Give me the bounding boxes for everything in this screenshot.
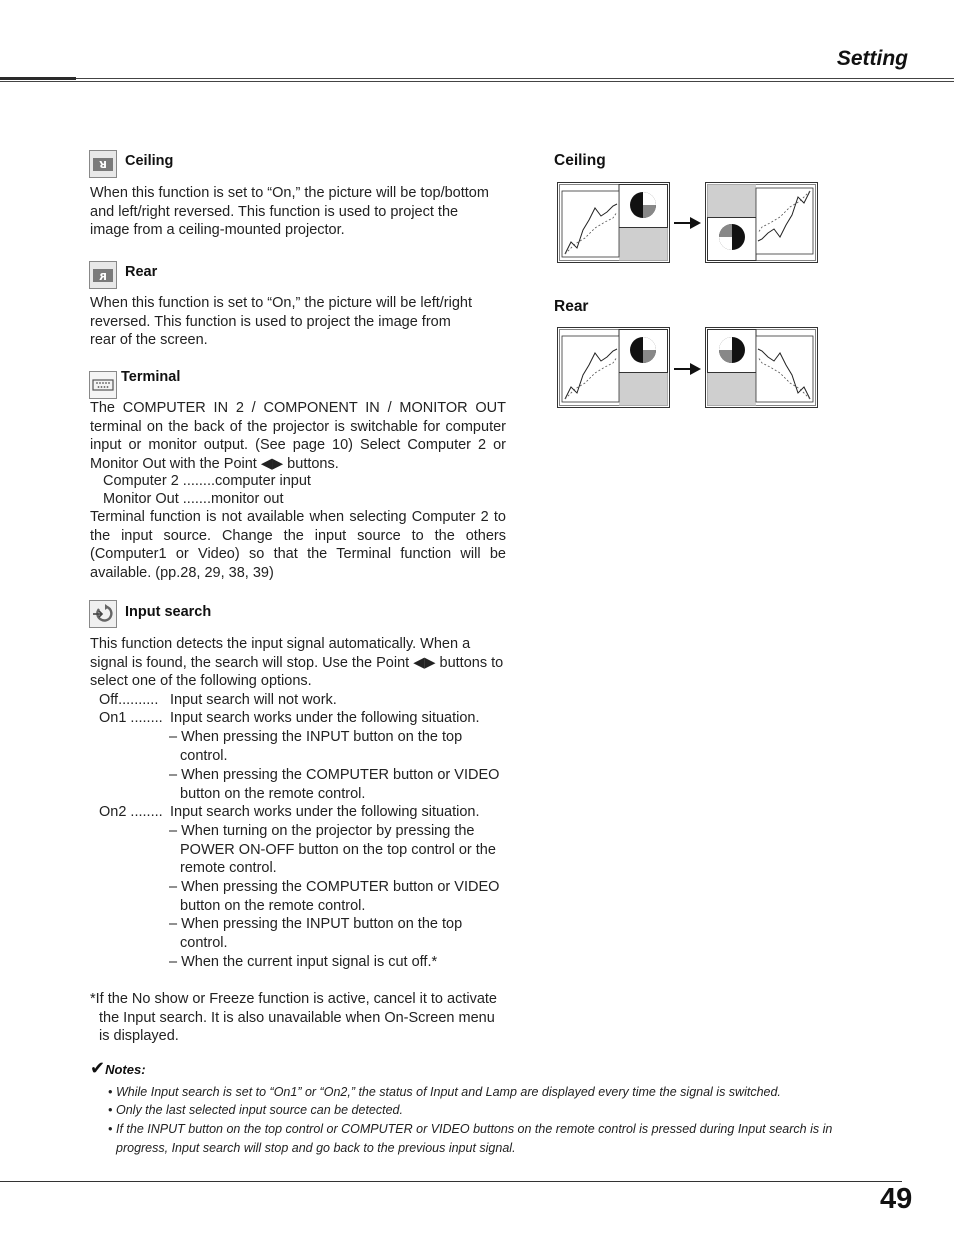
on1-item: – When pressing the COMPUTER button or VIDEO button on the remote control. (169, 767, 500, 802)
note-item: • While Input search is set to “On1” or “On2,” the status of Input and Lamp are displayed every time the signal is switched. (108, 1083, 876, 1102)
option-on1-text: Input search works under the following situation. (170, 710, 480, 726)
note-item: • Only the last selected input source can be detected. (108, 1101, 876, 1120)
header-rule (76, 78, 954, 79)
header-rule (0, 81, 954, 82)
rear-icon (89, 261, 117, 289)
input-search-icon (89, 600, 117, 628)
rear-diagram-label: Rear (554, 298, 589, 315)
header-rule-thick (0, 77, 76, 80)
notes-heading: ✔Notes: (90, 1058, 146, 1078)
terminal-heading: Terminal (121, 369, 181, 385)
section-title: Setting (836, 47, 908, 70)
ceiling-icon (89, 150, 117, 178)
checkmark-icon: ✔ (90, 1058, 106, 1078)
note-item: • If the INPUT button on the top control or COMPUTER or VIDEO buttons on the remote control is pressed during Input search is in progress, Input search will stop and go back to the previous input signal. (108, 1122, 833, 1155)
input-search-intro: This function detects the input signal automatically. When a signal is found, the search will stop. Use the Point ◀▶ buttons to select one of the following options. (90, 636, 504, 689)
ceiling-description: When this function is set to “On,” the picture will be top/bottom and left/right reversed. This function is used to project the image from a ceiling-mounted projector. (90, 185, 489, 238)
terminal-option-computer2: Computer 2 ........computer input (103, 473, 311, 489)
arrow-right-icon (674, 216, 702, 230)
terminal-note: Terminal function is not available when selecting Computer 2 to the input source. Change the input source to the others (Computer1 or Video) so that the Terminal function will be available. (pp.28, 29, 38, 39) (90, 509, 506, 581)
option-off-text: Input search will not work. (170, 692, 337, 708)
ceiling-reversed-image (705, 182, 818, 263)
footer-rule (0, 1181, 902, 1182)
rear-heading: Rear (125, 264, 158, 280)
terminal-icon (89, 371, 117, 399)
on2-item: – When turning on the projector by pressing the POWER ON-OFF button on the top control or the remote control. (169, 823, 496, 876)
ceiling-heading: Ceiling (125, 153, 174, 169)
option-on2-label: On2 ........ (99, 804, 163, 820)
option-off-label: Off.......... (99, 692, 159, 708)
bullet-icon: • (108, 1085, 113, 1099)
svg-text:R: R (99, 158, 107, 169)
on1-item: – When pressing the INPUT button on the top control. (169, 729, 463, 764)
ceiling-diagram-label: Ceiling (554, 152, 606, 169)
ceiling-original-image (557, 182, 670, 263)
bullet-icon: • (108, 1103, 113, 1117)
page-number: 49 (880, 1183, 913, 1215)
on2-item: – When pressing the INPUT button on the top control. (169, 916, 463, 951)
input-search-footnote: *If the No show or Freeze function is active, cancel it to activate the Input search. It is also unavailable when On-Screen menu is displayed. (90, 991, 497, 1044)
input-search-heading: Input search (125, 604, 212, 620)
bullet-icon: • (108, 1122, 113, 1136)
option-on2-text: Input search works under the following situation. (170, 804, 480, 820)
rear-reversed-image (705, 327, 818, 408)
arrow-right-icon (674, 362, 702, 376)
terminal-description: The COMPUTER IN 2 / COMPONENT IN / MONITOR OUT terminal on the back of the projector is switchable for computer input or monitor output. (See page 10) Select Computer 2 or Monitor Out with the Point ◀▶ buttons. (90, 400, 506, 472)
svg-text:R: R (99, 272, 107, 283)
on2-item: – When the current input signal is cut off.* (169, 954, 438, 970)
terminal-option-monitor-out: Monitor Out .......monitor out (103, 491, 284, 507)
option-on1-label: On1 ........ (99, 710, 163, 726)
rear-description: When this function is set to “On,” the picture will be left/right reversed. This function is used to project the image from rear of the screen. (90, 295, 472, 348)
on2-item: – When pressing the COMPUTER button or VIDEO button on the remote control. (169, 879, 500, 914)
rear-original-image (557, 327, 670, 408)
